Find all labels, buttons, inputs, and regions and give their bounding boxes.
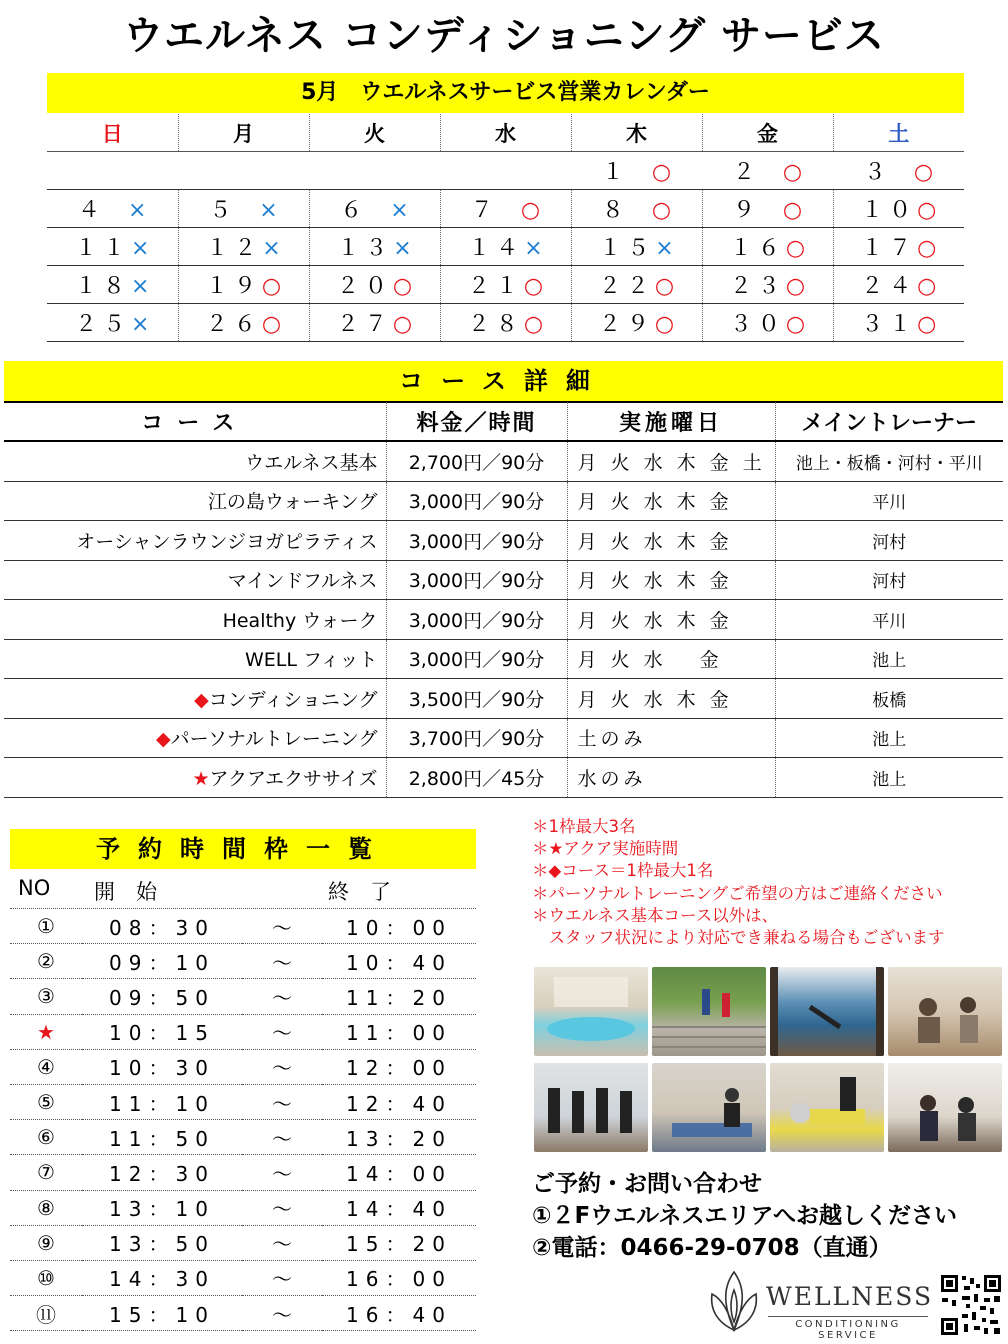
slot-number: ⑦ xyxy=(10,1155,82,1190)
calendar-day-cell xyxy=(440,152,571,190)
open-mark: ○ xyxy=(782,160,803,185)
open-mark: ○ xyxy=(917,274,937,299)
calendar-day-cell xyxy=(571,266,702,304)
course-name-cell xyxy=(4,600,386,640)
slot-number: ⑧ xyxy=(10,1190,82,1225)
closed-mark: × xyxy=(131,312,150,337)
qr-code-icon[interactable] xyxy=(940,1274,1002,1336)
slot-tilde: ～ xyxy=(242,1049,322,1084)
slot-end: 12：00 xyxy=(322,1049,476,1084)
diamond-mark: ◆ xyxy=(194,688,209,711)
notes xyxy=(532,816,1002,949)
time-slots-header: 予約時間枠一覧 xyxy=(10,829,476,869)
slot-start: 12：30 xyxy=(82,1155,242,1190)
course-row xyxy=(4,718,1003,758)
course-row xyxy=(4,481,1003,521)
calendar-day-cell xyxy=(178,152,309,190)
note: ＊ウエルネス基本コース以外は、 xyxy=(532,905,779,925)
course-trainer: 池上 xyxy=(775,639,1003,679)
time-slots-table xyxy=(10,909,476,1331)
closed-mark: × xyxy=(655,236,674,261)
course-days: 月 火 水 木 金 xyxy=(567,481,775,521)
slot-number: ⑨ xyxy=(10,1225,82,1260)
slot-end: 16：40 xyxy=(322,1296,476,1331)
diamond-mark: ◆ xyxy=(155,728,171,751)
calendar-day-cell xyxy=(440,190,571,228)
course-price: 3,000円／90分 xyxy=(386,600,567,640)
contact-line-phone[interactable]: ②電話：0466-29-0708（直通） xyxy=(532,1235,892,1261)
slot-start: 09：50 xyxy=(82,979,242,1014)
day-number: ２１ xyxy=(467,274,524,299)
photo-mindfulness xyxy=(888,967,1002,1056)
open-mark: ○ xyxy=(782,198,803,223)
slot-tilde: ～ xyxy=(242,1190,322,1225)
photo-personal-training xyxy=(770,1063,884,1152)
calendar-day-cell xyxy=(178,304,309,342)
weekday-2: 火 xyxy=(309,114,440,152)
time-slot-row xyxy=(10,909,476,944)
note: ＊1枠最大3名 xyxy=(532,817,636,836)
slot-tilde: ～ xyxy=(242,909,322,944)
contact-title: ご予約・お問い合わせ xyxy=(532,1171,762,1197)
course-days: 月 火 水 木 金 xyxy=(567,521,775,561)
calendar-day-cell xyxy=(571,228,702,266)
slot-end: 10：40 xyxy=(322,944,476,979)
calendar-day-cell xyxy=(833,266,964,304)
open-mark: ○ xyxy=(392,312,413,337)
calendar-header: 5月 ウエルネスサービス営業カレンダー xyxy=(47,73,964,113)
day-number: ２ xyxy=(732,160,761,185)
course-table-header xyxy=(4,402,1003,441)
day-number: ５ xyxy=(209,198,238,223)
time-slot-row xyxy=(10,1225,476,1260)
open-mark: ○ xyxy=(654,312,675,337)
day-number: １０ xyxy=(861,198,918,223)
slot-tilde: ～ xyxy=(242,1225,322,1260)
course-days: 水のみ xyxy=(567,758,775,798)
calendar-day-cell xyxy=(47,304,178,342)
calendar-week-row xyxy=(47,190,964,228)
slot-number: ① xyxy=(10,909,82,944)
calendar-day-cell xyxy=(833,228,964,266)
open-mark: ○ xyxy=(261,312,282,337)
slot-tilde: ～ xyxy=(242,979,322,1014)
slot-start: 11：50 xyxy=(82,1120,242,1155)
day-number: ８ xyxy=(601,198,630,223)
open-mark: ○ xyxy=(392,274,413,299)
course-name-cell xyxy=(4,679,386,719)
calendar-day-cell xyxy=(309,304,440,342)
day-number: １１ xyxy=(75,236,132,261)
slot-number: ★ xyxy=(10,1014,82,1049)
day-number: ２０ xyxy=(336,274,393,299)
open-mark: ○ xyxy=(651,160,672,185)
open-mark: ○ xyxy=(917,312,937,337)
course-days: 月 火 水 金 xyxy=(567,639,775,679)
column-end: 終 了 xyxy=(328,880,391,904)
time-slot-row xyxy=(10,1296,476,1331)
weekday-4: 木 xyxy=(571,114,702,152)
calendar-week-row xyxy=(47,266,964,304)
closed-mark: × xyxy=(259,198,278,223)
closed-mark: × xyxy=(128,198,147,223)
weekday-1: 月 xyxy=(178,114,309,152)
calendar-day-cell xyxy=(178,190,309,228)
day-number: １３ xyxy=(337,236,394,261)
course-trainer: 池上 xyxy=(775,718,1003,758)
course-days: 月 火 水 木 金 土 xyxy=(567,441,775,481)
calendar-weekday-row xyxy=(47,114,964,152)
calendar-day-cell xyxy=(440,266,571,304)
day-number: ２６ xyxy=(205,312,262,337)
calendar-day-cell xyxy=(178,228,309,266)
day-number: １５ xyxy=(599,236,656,261)
slot-end: 10：00 xyxy=(322,909,476,944)
course-trainer: 池上 xyxy=(775,758,1003,798)
course-trainer: 河村 xyxy=(775,521,1003,561)
weekday-5: 金 xyxy=(702,114,833,152)
slot-tilde: ～ xyxy=(242,1014,322,1049)
slot-start: 13：10 xyxy=(82,1190,242,1225)
photo-walking-stairs xyxy=(652,967,766,1056)
calendar-day-cell xyxy=(833,304,964,342)
contact-line-area: ①２Fウエルネスエリアへお越しください xyxy=(532,1203,958,1229)
calendar-day-cell xyxy=(309,266,440,304)
note: ＊◆コース＝1枠最大1名 xyxy=(532,861,714,881)
slot-end: 13：20 xyxy=(322,1120,476,1155)
day-number: ７ xyxy=(470,198,499,223)
day-number: ２３ xyxy=(729,274,786,299)
open-mark: ○ xyxy=(651,198,672,223)
day-number: １６ xyxy=(729,236,786,261)
column-no: NO xyxy=(18,876,51,900)
time-slot-row xyxy=(10,944,476,979)
course-row xyxy=(4,521,1003,561)
column-start: 開 始 xyxy=(94,880,157,904)
star-mark: ★ xyxy=(192,767,210,790)
slot-tilde: ～ xyxy=(242,1084,322,1119)
course-name: WELL フィット xyxy=(245,649,378,672)
open-mark: ○ xyxy=(261,274,282,299)
course-price: 3,000円／90分 xyxy=(386,560,567,600)
open-mark: ○ xyxy=(520,198,541,223)
day-number: ３０ xyxy=(729,312,786,337)
time-slot-row xyxy=(10,1120,476,1155)
note: ＊パーソナルトレーニングご希望の方はご連絡ください xyxy=(532,883,943,903)
course-price: 3,700円／90分 xyxy=(386,718,567,758)
course-name-cell xyxy=(4,521,386,561)
closed-mark: × xyxy=(131,274,150,299)
slot-number: ⑩ xyxy=(10,1260,82,1295)
day-number: ２４ xyxy=(861,274,918,299)
calendar-day-cell xyxy=(702,304,833,342)
slot-end: 11：20 xyxy=(322,979,476,1014)
lotus-logo-icon xyxy=(706,1268,762,1336)
course-trainer: 板橋 xyxy=(775,679,1003,719)
note: スタッフ状況により対応でき兼ねる場合もございます xyxy=(532,928,945,948)
course-name-cell xyxy=(4,758,386,798)
slot-end: 11：00 xyxy=(322,1014,476,1049)
slot-end: 16：00 xyxy=(322,1260,476,1295)
day-number: １９ xyxy=(205,274,262,299)
course-name-cell xyxy=(4,718,386,758)
photo-fitness-group xyxy=(534,1063,648,1152)
slot-number: ⑥ xyxy=(10,1120,82,1155)
weekday-6: 土 xyxy=(833,114,964,152)
calendar-day-cell xyxy=(833,152,964,190)
course-price: 3,000円／90分 xyxy=(386,521,567,561)
open-mark: ○ xyxy=(654,274,675,299)
course-row xyxy=(4,600,1003,640)
course-name-cell xyxy=(4,441,386,481)
day-number: １８ xyxy=(75,274,132,299)
closed-mark: × xyxy=(393,236,412,261)
course-row xyxy=(4,560,1003,600)
open-mark: ○ xyxy=(913,160,934,185)
course-name-cell xyxy=(4,481,386,521)
open-mark: ○ xyxy=(523,312,544,337)
calendar-day-cell xyxy=(702,190,833,228)
time-slot-row xyxy=(10,1190,476,1225)
photo-ocean-yoga xyxy=(770,967,884,1056)
slot-number: ⑪ xyxy=(10,1296,82,1331)
slot-end: 15：20 xyxy=(322,1225,476,1260)
slot-tilde: ～ xyxy=(242,1260,322,1295)
calendar-day-cell xyxy=(309,152,440,190)
note: ＊★アクア実施時間 xyxy=(532,839,679,859)
course-days: 土のみ xyxy=(567,718,775,758)
course-row xyxy=(4,441,1003,481)
calendar-day-cell xyxy=(702,228,833,266)
course-trainer: 河村 xyxy=(775,560,1003,600)
course-days: 月 火 水 木 金 xyxy=(567,560,775,600)
column-price: 料金／時間 xyxy=(386,402,567,441)
course-name: パーソナルトレーニング xyxy=(170,728,378,751)
photo-conditioning xyxy=(652,1063,766,1152)
day-number: ２２ xyxy=(598,274,655,299)
slot-start: 09：10 xyxy=(82,944,242,979)
calendar-week-row xyxy=(47,228,964,266)
course-name: アクアエクササイズ xyxy=(209,767,378,790)
slot-end: 12：40 xyxy=(322,1084,476,1119)
calendar-day-cell xyxy=(571,190,702,228)
calendar-day-cell xyxy=(178,266,309,304)
logo-wordmark: WELLNESS xyxy=(766,1282,934,1311)
calendar-week-row xyxy=(47,304,964,342)
day-number: ２７ xyxy=(336,312,393,337)
time-slot-row xyxy=(10,1155,476,1190)
slot-start: 14：30 xyxy=(82,1260,242,1295)
slot-tilde: ～ xyxy=(242,1120,322,1155)
photo-consultation xyxy=(888,1063,1002,1152)
time-slot-row xyxy=(10,1049,476,1084)
course-name: オーシャンラウンジヨガピラティス xyxy=(76,530,378,553)
weekday-0: 日 xyxy=(47,114,178,152)
weekday-3: 水 xyxy=(440,114,571,152)
course-row xyxy=(4,758,1003,798)
calendar-day-cell xyxy=(309,228,440,266)
course-table xyxy=(4,402,1003,798)
day-number: １ xyxy=(601,160,630,185)
slot-end: 14：00 xyxy=(322,1155,476,1190)
course-name: コンディショニング xyxy=(208,688,378,711)
open-mark: ○ xyxy=(917,198,937,223)
slot-start: 13：50 xyxy=(82,1225,242,1260)
course-name: 江の島ウォーキング xyxy=(207,491,378,514)
slot-number: ③ xyxy=(10,979,82,1014)
course-trainer: 池上・板橋・河村・平川 xyxy=(775,441,1003,481)
open-mark: ○ xyxy=(785,274,806,299)
calendar-day-cell xyxy=(440,304,571,342)
closed-mark: × xyxy=(524,236,543,261)
open-mark: ○ xyxy=(785,236,806,261)
closed-mark: × xyxy=(262,236,281,261)
day-number: １２ xyxy=(206,236,263,261)
slot-number: ④ xyxy=(10,1049,82,1084)
slot-tilde: ～ xyxy=(242,1296,322,1331)
day-number: ２９ xyxy=(598,312,655,337)
column-trainer: メイントレーナー xyxy=(775,402,1003,441)
closed-mark: × xyxy=(390,198,409,223)
course-row xyxy=(4,679,1003,719)
page-title: ウエルネス コンディショニング サービス xyxy=(123,13,885,59)
course-trainer: 平川 xyxy=(775,481,1003,521)
calendar-day-cell xyxy=(833,190,964,228)
slot-start: 10：15 xyxy=(82,1014,242,1049)
day-number: １７ xyxy=(861,236,918,261)
day-number: ２５ xyxy=(75,312,132,337)
column-course: コース xyxy=(4,402,386,441)
slot-number: ⑤ xyxy=(10,1084,82,1119)
course-name: ウエルネス基本 xyxy=(245,451,378,474)
time-slot-row xyxy=(10,1084,476,1119)
logo-subtitle: CONDITIONING SERVICE xyxy=(768,1316,928,1341)
calendar-day-cell xyxy=(47,266,178,304)
time-slots-columns xyxy=(10,870,476,909)
open-mark: ○ xyxy=(523,274,544,299)
time-slot-row xyxy=(10,1260,476,1295)
calendar-day-cell xyxy=(440,228,571,266)
course-price: 3,000円／90分 xyxy=(386,481,567,521)
course-price: 3,500円／90分 xyxy=(386,679,567,719)
course-row xyxy=(4,639,1003,679)
day-number: ３１ xyxy=(861,312,918,337)
calendar-day-cell xyxy=(47,190,178,228)
day-number: ６ xyxy=(340,198,369,223)
calendar-week-row xyxy=(47,152,964,190)
course-name: マインドフルネス xyxy=(227,570,378,593)
day-number: ４ xyxy=(78,198,107,223)
slot-start: 10：30 xyxy=(82,1049,242,1084)
photo-pool xyxy=(534,967,648,1056)
course-price: 3,000円／90分 xyxy=(386,639,567,679)
slot-number: ② xyxy=(10,944,82,979)
column-days: 実施曜日 xyxy=(567,402,775,441)
calendar-day-cell xyxy=(47,152,178,190)
course-price: 2,800円／45分 xyxy=(386,758,567,798)
day-number: ３ xyxy=(863,160,892,185)
calendar-day-cell xyxy=(309,190,440,228)
slot-tilde: ～ xyxy=(242,944,322,979)
day-number: ９ xyxy=(732,198,761,223)
business-calendar xyxy=(47,114,964,342)
course-name-cell xyxy=(4,560,386,600)
contact-info xyxy=(532,1168,957,1264)
slot-start: 08：30 xyxy=(82,909,242,944)
course-price: 2,700円／90分 xyxy=(386,441,567,481)
time-slot-row xyxy=(10,1014,476,1049)
calendar-day-cell xyxy=(47,228,178,266)
calendar-day-cell xyxy=(702,266,833,304)
slot-tilde: ～ xyxy=(242,1155,322,1190)
slot-start: 11：10 xyxy=(82,1084,242,1119)
calendar-day-cell xyxy=(571,152,702,190)
open-mark: ○ xyxy=(917,236,937,261)
slot-end: 14：40 xyxy=(322,1190,476,1225)
course-details-header: コース詳細 xyxy=(4,361,1003,403)
day-number: １４ xyxy=(468,236,525,261)
day-number: ２８ xyxy=(467,312,524,337)
course-name: Healthy ウォーク xyxy=(222,609,378,632)
course-days: 月 火 水 木 金 xyxy=(567,679,775,719)
calendar-day-cell xyxy=(571,304,702,342)
closed-mark: × xyxy=(131,236,150,261)
calendar-day-cell xyxy=(702,152,833,190)
slot-start: 15：10 xyxy=(82,1296,242,1331)
course-days: 月 火 水 木 金 xyxy=(567,600,775,640)
time-slot-row xyxy=(10,979,476,1014)
open-mark: ○ xyxy=(785,312,806,337)
course-trainer: 平川 xyxy=(775,600,1003,640)
course-name-cell xyxy=(4,639,386,679)
